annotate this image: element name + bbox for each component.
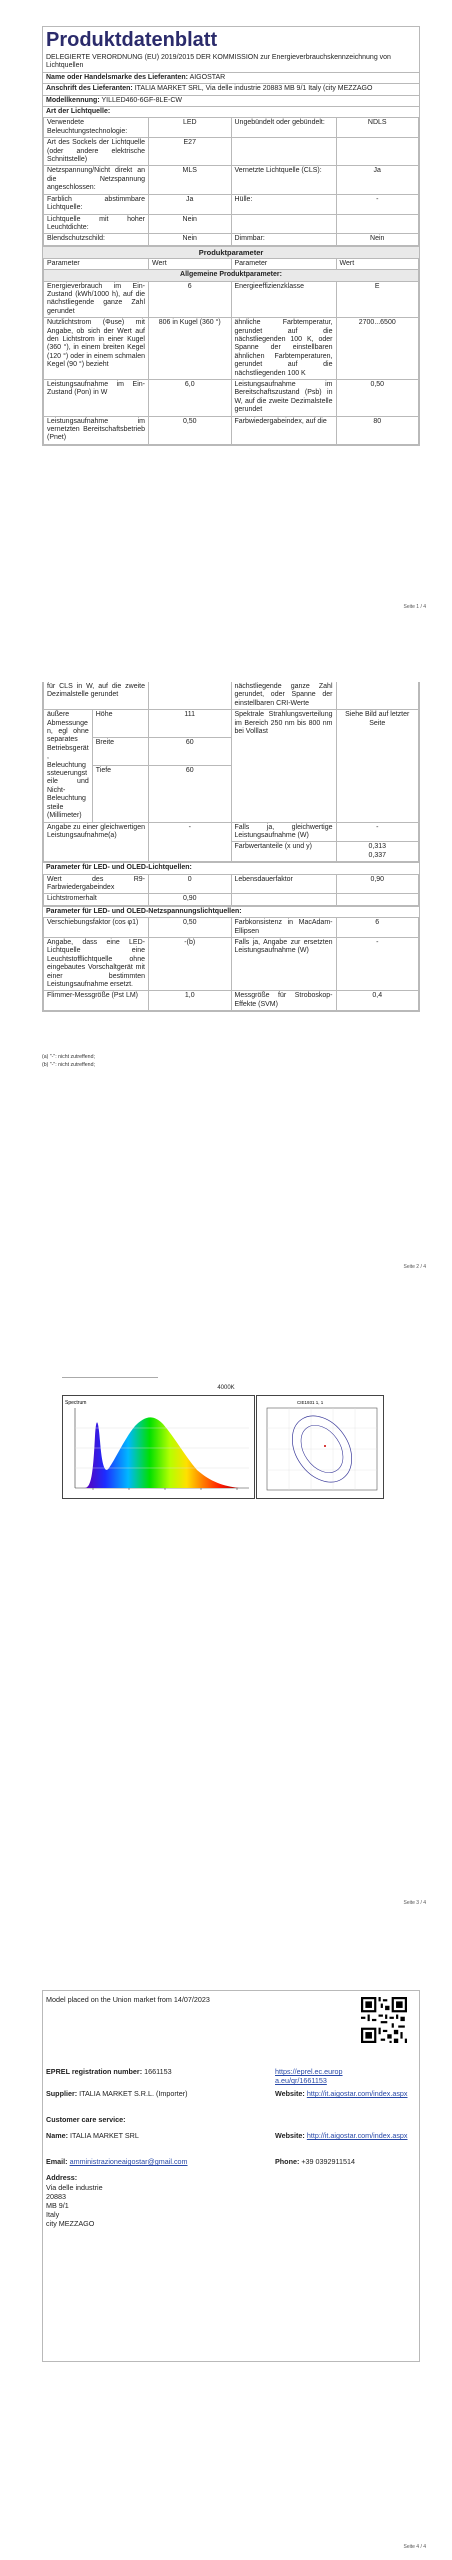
led-table [43,874,419,906]
dim-name: Breite [92,737,148,765]
supplier-name-row [43,72,419,83]
param-value: 0,50 [149,416,232,444]
led-param-label: Lebensdauerfaktor [231,874,336,894]
light-type-row [44,234,419,245]
param-label: Nutzlichtstrom (Φuse) mit Angabe, ob sich der Wert auf den Lichtstrom in einer Kugel (360 °), in einem breiten Kegel (120 °) oder in einem schmalen Kegel (90 °) bezieht [44,318,149,380]
param-value: 806 in Kugel (360 °) [149,318,232,380]
light-type-value: MLS [149,166,232,194]
supplier-address-value: ITALIA MARKET SRL, Via delle industrie 20883 MB 9/1 Italy (city MEZZAGO [134,85,373,93]
page-number: Seite 3 / 4 [403,1900,426,1906]
qr-code-icon [361,1997,407,2043]
eprel-link[interactable]: https://eprel.ec.europa.eu/qr/1661153 [275,2067,343,2085]
cls-standby-cont-row [44,682,419,710]
dims-row-1 [44,710,419,738]
params-cont-table [43,682,419,862]
page-number: Seite 1 / 4 [403,604,426,610]
light-type-row [44,214,419,234]
supplier-name-label: Name oder Handelsmarke des Lieferanten: [46,73,188,81]
mains-table [43,917,419,1011]
mains-param-label: Angabe, dass eine LED-Lichtquelle eine Leuchtstofflichtquelle ohne eingebautes Vorschaltgerät mit einer bestimmten Leistungsaufnahme ersetzt. [44,937,149,990]
mains-param-value: - [336,937,419,990]
light-type-label: Lichtquelle mit hoher Leuchtdichte: [44,214,149,234]
clipped-text-line [62,1377,158,1378]
dim-name: Höhe [92,710,148,738]
light-type-row [44,194,419,214]
cls-cont-label: für CLS in W, auf die zweite Dezimalstelle gerundet [44,682,149,710]
light-type-value: LED [149,118,232,138]
spectrum-x-ticks [93,1488,237,1490]
address-line: 20883 [46,2192,66,2201]
param-value: 6 [149,281,232,318]
page-2 [0,640,452,1280]
led-param-value: 0,90 [149,894,232,905]
params-col-header-row [44,258,419,269]
supplier-value: ITALIA MARKET S.R.L. (Importer) [79,2089,188,2098]
light-type-label: Dimmbar: [231,234,336,245]
dims-label: äußere Abmessungen, egl ohne separates Betriebsgerät, Beleuchtungssteuerungsteile und Nicht-Beleuchtungsteile (Millimeter) [44,710,93,822]
phone-value: +39 0392911514 [301,2157,355,2166]
page-3 [0,1280,452,1920]
light-type-label: Art des Sockels der Lichtquelle (oder andere elektrische Schnittstelle) [44,138,149,166]
general-params-row [44,270,419,281]
light-type-label: Blendschutzschild: [44,234,149,245]
light-type-row [44,138,419,166]
light-type-label [231,138,336,166]
param-label: Leistungsaufnahme im Ein-Zustand (Pon) in W [44,380,149,417]
measured-point [324,1445,326,1447]
eprel-frame [42,1990,420,2362]
light-type-label [231,214,336,234]
model-label: Modellkennung: [46,96,100,104]
mains-param-label: Flimmer-Messgröße (Pst LM) [44,991,149,1011]
care-name-row [46,2131,139,2140]
address-line: MB 9/1 [46,2201,69,2210]
care-name-value: ITALIA MARKET SRL [69,2131,139,2140]
param-label: Farbwiedergabeindex, auf die [231,416,336,444]
mains-param-value: -(b) [149,937,232,990]
light-type-value: Nein [149,214,232,234]
eprel-row [46,2067,172,2076]
dim-value: 60 [149,765,232,822]
supplier-row [46,2089,188,2098]
chroma-x: 0,313 [368,843,387,851]
light-type-value: NDLS [336,118,419,138]
spectral-value: Siehe Bild auf letzter Seite [336,710,419,822]
light-type-row [44,118,419,138]
supplier-address-label: Anschrift des Lieferanten: [46,85,133,93]
datasheet-frame-1 [42,26,420,446]
param-value: 80 [336,416,419,444]
light-type-value: Nein [336,234,419,245]
address-line: city MEZZAGO [46,2219,95,2228]
spectral-label: Spektrale Strahlungsverteilung im Bereich 250 nm bis 800 nm bei Volllast [231,710,336,822]
phone-row [275,2157,355,2166]
dim-name: Tiefe [92,765,148,822]
cie-label: CIE1931 1, 1 [297,1400,324,1405]
mains-param-value: 6 [336,918,419,938]
mains-param-row [44,918,419,938]
chroma-y: 0,337 [368,851,387,859]
mains-param-value: 0,50 [149,918,232,938]
cri-cont-value [336,682,419,710]
model-row [43,95,419,106]
page-number: Seite 4 / 4 [403,2544,426,2550]
footnotes [42,1053,95,1069]
col-value-1: Wert [149,258,232,269]
light-type-value: Ja [149,194,232,214]
mains-param-label: Verschiebungsfaktor (cos φ1) [44,918,149,938]
col-value-2: Wert [336,258,419,269]
website-label: Website: [275,2089,305,2098]
cie-svg [257,1396,383,1498]
light-type-value [336,138,419,166]
param-value: 0,50 [336,380,419,417]
led-param-label: Lichtstromerhalt [44,894,149,905]
light-type-label: Art der Lichtquelle: [43,106,419,117]
page-1 [0,0,452,640]
customer-care-header: Customer care service: [46,2115,126,2124]
regulation-text: DELEGIERTE VERORDNUNG (EU) 2019/2015 DER KOMMISSION zur Energieverbrauchskennzeichnung von Lichtquellen [46,54,391,70]
product-params-header: Produktparameter [43,246,419,258]
cie-chart [256,1395,384,1499]
dim-value: 60 [149,737,232,765]
param-row [44,416,419,444]
light-type-label: Hülle: [231,194,336,214]
address-line: Italy [46,2210,60,2219]
led-param-value [336,894,419,905]
email-link[interactable]: amministrazioneaigostar@gmail.com [69,2157,188,2166]
page-title: Produktdatenblatt [46,29,218,51]
footnote-a: (a) "-": nicht zutreffend; [42,1054,95,1060]
chroma-values [336,842,419,862]
col-param-2: Parameter [231,258,336,269]
led-param-row [44,874,419,894]
light-type-label: Netzspannung/Nicht direkt an die Netzspannung angeschlossen: [44,166,149,194]
general-params-header: Allgemeine Produktparameter: [44,270,419,281]
led-param-value: 0,90 [336,874,419,894]
light-type-table [43,117,419,245]
website-link[interactable]: http://it.aigostar.com/index.aspx [306,2089,408,2098]
spectrum-label: Spectrum [65,1400,87,1406]
dim-value: 111 [149,710,232,738]
eprel-value: 1661153 [144,2067,172,2076]
page-4 [0,1920,452,2560]
supplier-label: Supplier: [46,2089,78,2098]
equiv-label: Angabe zu einer gleichwertigen Leistungsaufnahme(a) [44,822,149,862]
placed-on-market: Model placed on the Union market from 14/07/2023 [46,1995,210,2004]
param-label: Leistungsaufnahme im vernetzten Bereitschaftsbetrieb (Pnet) [44,416,149,444]
equiv-right-value: - [336,822,419,842]
datasheet-frame-2 [42,682,420,1012]
param-label: Leistungsaufnahme im Bereitschaftszustand (Psb) in W, auf die zweite Dezimalstelle gerundet [231,380,336,417]
website2-row [275,2131,415,2140]
address-lines [46,2183,103,2228]
light-type-label: Ungebündelt oder gebündelt: [231,118,336,138]
light-type-label: Farblich abstimmbare Lichtquelle: [44,194,149,214]
param-label: ähnliche Farbtemperatur, gerundet auf die nächstliegenden 100 K, oder Spanne der einstellbaren ähnlichen Farbtemperaturen, gerundet auf die nächstliegenden 100 K [231,318,336,380]
phone-label: Phone: [275,2157,300,2166]
param-value: 6,0 [149,380,232,417]
mains-param-row [44,991,419,1011]
supplier-address-row [43,83,419,94]
light-type-row [44,166,419,194]
spectrum-chart [62,1395,255,1499]
email-row [46,2157,188,2166]
chart-caption: 4000K [217,1385,235,1391]
cls-cont-value [149,682,232,710]
eprel-label: EPREL registration number: [46,2067,143,2076]
param-label: Energieverbrauch im Ein-Zustand (kWh/1000 h), auf die nächstliegende ganze Zahl gerundet [44,281,149,318]
chroma-label: Farbwertanteile (x und y) [231,842,336,862]
website2-label: Website: [275,2131,305,2140]
model-value: YILLED460-6GF-8LE-CW [101,96,183,104]
light-type-value: E27 [149,138,232,166]
col-param-1: Parameter [44,258,149,269]
light-type-value: - [336,194,419,214]
care-name-label: Name: [46,2131,68,2140]
cri-cont-label: nächstliegende ganze Zahl gerundet, oder Spanne der einstellbaren CRI-Werte [231,682,336,710]
mains-header: Parameter für LED- und OLED-Netzspannungslichtquellen: [43,906,419,917]
light-type-label: Verwendete Beleuchtungstechnologie: [44,118,149,138]
address-line: Via delle industrie [46,2183,103,2192]
led-param-row [44,894,419,905]
led-param-value: 0 [149,874,232,894]
equiv-value: - [149,822,232,862]
light-type-value [336,214,419,234]
website2-link[interactable]: http://it.aigostar.com/index.aspx [306,2131,408,2140]
mains-param-label: Farbkonsistenz in MacAdam-Ellipsen [231,918,336,938]
equiv-right-label: Falls ja, gleichwertige Leistungsaufnahme (W) [231,822,336,842]
mains-param-label: Falls ja, Angabe zur ersetzten Leistungsaufnahme (W) [231,937,336,990]
mains-param-value: 0,4 [336,991,419,1011]
equiv-row [44,822,419,842]
param-value: E [336,281,419,318]
param-row [44,380,419,417]
mains-param-label: Messgröße für Stroboskop-Effekte (SVM) [231,991,336,1011]
address-label: Address: [46,2173,78,2182]
light-type-value: Nein [149,234,232,245]
param-row [44,318,419,380]
param-row [44,281,419,318]
light-type-label: Vernetzte Lichtquelle (CLS): [231,166,336,194]
page-number: Seite 2 / 4 [403,1264,426,1270]
website-row [275,2089,415,2098]
param-value: 2700...6500 [336,318,419,380]
footnote-b: (b) "-": nicht zutreffend; [42,1062,95,1068]
mains-param-row [44,937,419,990]
led-param-label [231,894,336,905]
cie-grid [267,1408,377,1490]
params-table [43,258,419,445]
led-param-label: Wert des R9-Farbwiedergabeindex [44,874,149,894]
supplier-name-value: AIGOSTAR [189,73,226,81]
email-label: Email: [46,2157,68,2166]
param-label: Energieeffizienzklasse [231,281,336,318]
mains-param-value: 1,0 [149,991,232,1011]
led-oled-header: Parameter für LED- und OLED-Lichtquellen: [43,862,419,873]
light-type-value: Ja [336,166,419,194]
spectrum-svg [63,1396,254,1498]
